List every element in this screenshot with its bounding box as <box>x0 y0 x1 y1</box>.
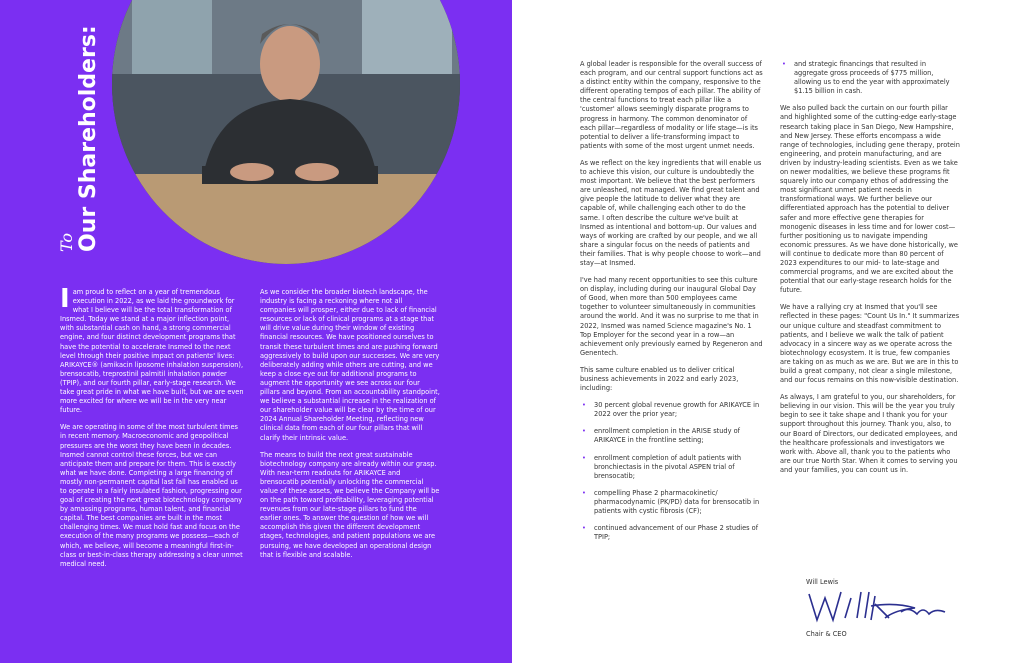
paragraph: The means to build the next great sustainable biotechnology company are already within our grasp. With near-term readouts for ARIKAYCE and brensocatib potentially unlocking the commercial value of these assets, we believe the Company will be on the path toward profitability, leveraging potential revenues from our late-stage pillars to fund the earlier ones. To answer the question of how we will accomplish this given the different development stages, technologies, and patient populations we are pursuing, we have developed an operational design that is flexible and scalable. <box>260 450 440 559</box>
list-item: • and strategic financings that resulted in aggregate gross proceeds of $775 million, allowing us to end the year with approximately $1.15 billion in cash. <box>790 60 960 96</box>
paragraph: We have a rallying cry at Insmed that you'll see reflected in these pages: "Count Us In." It summarizes our unique culture and steadfast commitment to patients, and I believe we walk the talk of patient advocacy in a sincere way as we operate across the biotechnology ecosystem. It is true, few companies are taking on as much as we are. But we are in this to build a great company, not clear a single milestone, and our focus remains on this now-visible destination. <box>780 303 960 385</box>
ceo-portrait <box>112 0 460 264</box>
paragraph: We also pulled back the curtain on our fourth pillar and highlighted some of the cutting-edge early-stage research taking place in San Diego, New Hampshire, and New Jersey. These efforts encompass a wide range of technologies, including gene therapy, protein engineering, and protein manufacturing, and are driven by industry-leading scientists. Even as we take on newer modalities, we believe these programs fit squarely into our company ethos of addressing the most significant unmet patient needs in transformational ways. We further believe our differentiated approach has the potential to deliver safer and more effective gene therapies for monogenic diseases in less time and for lower cost—further positioning us to navigate impending economic pressures. As we have done historically, we will continue to dedicate more than 80 percent of 2023 expenditures to our mid- to late-stage and commercial programs, and we are excited about the potential that our early-stage research holds for the future. <box>780 104 960 295</box>
page-title <box>58 25 102 252</box>
paragraph: As we reflect on the key ingredients that will enable us to achieve this vision, our culture is undoubtedly the most important. We believe that the best performers are unleashed, not managed. We find great talent and give people the latitude to deliver what they are capable of, while challenging each other to do the same. I often describe the culture we've built at Insmed as intentional and bottom-up. Our values and ways of working are crafted by our people, and we all share a singular focus on the needs of patients and their families. That is why people choose to work—and stay—at Insmed. <box>580 158 762 267</box>
title-main: Our Shareholders: <box>76 25 101 252</box>
achievements-list <box>580 401 763 542</box>
achievements-list-continued <box>780 60 960 96</box>
signer-title: Chair & CEO <box>806 630 847 638</box>
paragraph: I've had many recent opportunities to see this culture on display, including during our inaugural Global Day of Good, when more than 500 employees came together to volunteer simultaneously in communities around the world. And it was no surprise to me that in 2022, Insmed was named Science magazine's No. 1 Top Employer for the second year in a row—an achievement only previously earned by Regeneron and Genentech. <box>580 276 763 357</box>
right-column-1 <box>580 60 763 550</box>
left-column-2 <box>260 288 440 568</box>
paragraph: As always, I am grateful to you, our shareholders, for believing in our vision. This will be the year you truly begin to see it take shape and I thank you for your support throughout this journey. Thank you, also, to our Board of Directors, our dedicated employees, and the healthcare professionals and investigators we work with. Above all, thank you to the patients who are our true North Star. When it comes to serving you and your families, you can count us in. <box>780 393 958 474</box>
list-item: • compelling Phase 2 pharmacokinetic/ pharmacodynamic (PK/PD) data for brensocatib in patients with cystic fibrosis (CF); <box>590 489 763 516</box>
paragraph: Iam proud to reflect on a year of tremendous execution in 2022, as we laid the groundwork for what I believe will be the total transformation of Insmed. Today we stand at a major inflection point, with substantial cash on hand, a strong commercial engine, and four distinct development programs that have the potential to accelerate Insmed to the next level through their positive impact on patients' lives: ARIKAYCE® (amikacin liposome inhalation suspension), brensocatib, treprostinil palmitil inhalation powder (TPIP), and our fourth pillar, early-stage research. We take great pride in what we have built, but we are even more excited for where we will be in the very near future. <box>60 284 244 415</box>
paragraph: We are operating in some of the most turbulent times in recent memory. Macroeconomic and geopolitical pressures are the worst they have been in decades. Insmed cannot control these forces, but we can anticipate them and prepare for them. This is exactly what we have done. Completing a large financing of mostly non-permanent capital last fall has enabled us to operate in a fairly insulated fashion, progressing our goal of creating the next great biotechnology company by amassing programs, human talent, and financial capital. The best companies are built in the most challenging times. We must hold fast and focus on the execution of the many programs we possess—each of which, we believe, will become a meaningful first-in-class or best-in-class therapy addressing a clear unmet medical need. <box>60 423 243 568</box>
signer-name: Will Lewis <box>806 578 839 586</box>
list-item: • enrollment completion in the ARISE study of ARIKAYCE in the frontline setting; <box>590 427 763 445</box>
paragraph: This same culture enabled us to deliver critical business achievements in 2022 and early 2023, including: <box>580 365 739 393</box>
list-item: • enrollment completion of adult patients with bronchiectasis in the pivotal ASPEN trial of brensocatib; <box>590 454 763 481</box>
person-photo-icon <box>112 0 460 264</box>
signature-icon <box>805 588 955 626</box>
list-item: • continued advancement of our Phase 2 studies of TPIP; <box>590 524 763 542</box>
drop-cap: I <box>60 284 70 314</box>
right-column-2 <box>780 60 960 483</box>
paragraph: As we consider the broader biotech landscape, the industry is facing a reckoning where not all companies will prosper, either due to lack of financial resources or lack of clinical programs at a stage that will drive value during their window of existing financial resources. We have positioned ourselves to transit these turbulent times and are pushing forward aggressively to build upon our successes. We are very deliberately adding while others are cutting, and we keep a close eye out for additional programs to augment the opportunity we see across our four pillars and beyond. From an accountability standpoint, we believe a substantial increase in the realization of our shareholder value will be clear by the time of our 2024 Annual Shareholder Meeting, reflecting new clinical data from each of our four pillars that will clarify their intrinsic value. <box>260 288 440 442</box>
list-item: • 30 percent global revenue growth for ARIKAYCE in 2022 over the prior year; <box>590 401 763 419</box>
left-column-1 <box>60 284 245 577</box>
paragraph: A global leader is responsible for the overall success of each program, and our central support functions act as a distinct entity within the company, responsive to the different operating tempos of each pillar. The ability of the central functions to treat each pillar like a 'customer' allows seemingly disparate programs to progress in harmony. The common denominator of each pillar—regardless of modality or life stage—is its potential to deliver a life-transforming impact to patients with some of the most urgent unmet needs. <box>580 60 763 150</box>
title-prefix: To <box>57 232 76 252</box>
